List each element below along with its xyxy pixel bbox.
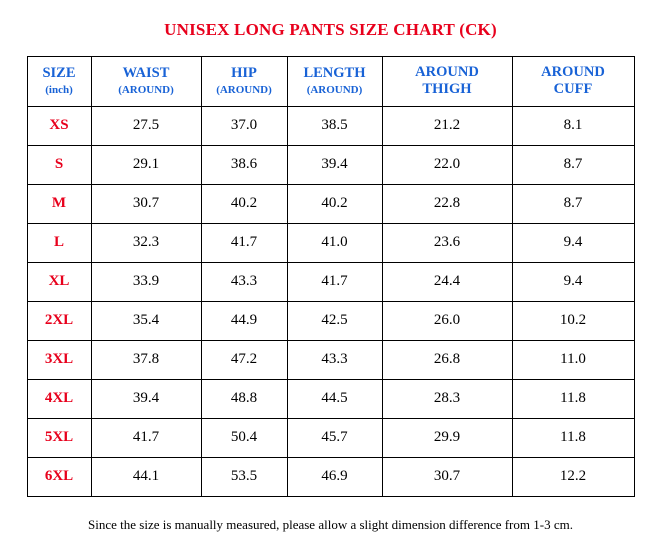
cell-hip: 41.7 (201, 223, 287, 262)
cell-thigh: 29.9 (382, 418, 512, 457)
page-title: UNISEX LONG PANTS SIZE CHART (CK) (164, 20, 497, 39)
cell-length: 45.7 (287, 418, 382, 457)
cell-length: 39.4 (287, 145, 382, 184)
cell-length: 46.9 (287, 457, 382, 496)
table-row (27, 301, 634, 340)
cell-size: 2XL (27, 301, 91, 340)
table-row (27, 262, 634, 301)
column-header-waist (91, 57, 201, 107)
cell-hip: 47.2 (201, 340, 287, 379)
cell-cuff: 8.7 (512, 184, 634, 223)
cell-cuff: 11.0 (512, 340, 634, 379)
cell-length: 38.5 (287, 106, 382, 145)
header-main-cuff: AROUND (541, 64, 605, 80)
table-header (27, 57, 634, 107)
cell-thigh: 21.2 (382, 106, 512, 145)
cell-thigh: 28.3 (382, 379, 512, 418)
table-row (27, 223, 634, 262)
size-chart-table (27, 56, 635, 497)
cell-waist: 44.1 (91, 457, 201, 496)
cell-hip: 37.0 (201, 106, 287, 145)
column-header-around-cuff (512, 57, 634, 107)
cell-size: XS (27, 106, 91, 145)
cell-waist: 37.8 (91, 340, 201, 379)
cell-cuff: 9.4 (512, 223, 634, 262)
cell-size: L (27, 223, 91, 262)
header-main-hip: HIP (231, 65, 257, 82)
column-header-hip (201, 57, 287, 107)
cell-length: 43.3 (287, 340, 382, 379)
cell-thigh: 23.6 (382, 223, 512, 262)
cell-waist: 27.5 (91, 106, 201, 145)
cell-thigh: 26.8 (382, 340, 512, 379)
cell-cuff: 11.8 (512, 379, 634, 418)
cell-size: XL (27, 262, 91, 301)
table-row (27, 379, 634, 418)
column-header-around-thigh (382, 57, 512, 107)
cell-hip: 38.6 (201, 145, 287, 184)
cell-hip: 43.3 (201, 262, 287, 301)
header-main-thigh: AROUND (415, 64, 479, 80)
header-sub-waist: (AROUND) (118, 83, 174, 96)
column-header-size (27, 57, 91, 107)
cell-size: 6XL (27, 457, 91, 496)
cell-thigh: 30.7 (382, 457, 512, 496)
cell-waist: 41.7 (91, 418, 201, 457)
cell-length: 42.5 (287, 301, 382, 340)
cell-length: 41.0 (287, 223, 382, 262)
cell-length: 44.5 (287, 379, 382, 418)
header-sub-hip: (AROUND) (216, 83, 272, 96)
table-row (27, 145, 634, 184)
table-row (27, 457, 634, 496)
header-sub-cuff: CUFF (553, 80, 593, 97)
header-main-waist: WAIST (122, 65, 170, 82)
header-main-size: SIZE (42, 65, 76, 82)
cell-cuff: 12.2 (512, 457, 634, 496)
cell-hip: 40.2 (201, 184, 287, 223)
table-body (27, 106, 634, 496)
cell-waist: 35.4 (91, 301, 201, 340)
table-row (27, 106, 634, 145)
cell-hip: 44.9 (201, 301, 287, 340)
cell-waist: 33.9 (91, 262, 201, 301)
header-row (27, 57, 634, 107)
column-header-length (287, 57, 382, 107)
cell-thigh: 22.8 (382, 184, 512, 223)
cell-cuff: 8.1 (512, 106, 634, 145)
cell-thigh: 26.0 (382, 301, 512, 340)
cell-size: 4XL (27, 379, 91, 418)
cell-waist: 39.4 (91, 379, 201, 418)
cell-size: 5XL (27, 418, 91, 457)
cell-hip: 50.4 (201, 418, 287, 457)
cell-size: M (27, 184, 91, 223)
cell-waist: 29.1 (91, 145, 201, 184)
table-row (27, 184, 634, 223)
cell-thigh: 22.0 (382, 145, 512, 184)
cell-cuff: 9.4 (512, 262, 634, 301)
cell-cuff: 11.8 (512, 418, 634, 457)
measurement-note: Since the size is manually measured, please allow a slight dimension difference from 1-3 cm. (88, 516, 573, 532)
cell-hip: 53.5 (201, 457, 287, 496)
cell-cuff: 10.2 (512, 301, 634, 340)
cell-waist: 30.7 (91, 184, 201, 223)
cell-thigh: 24.4 (382, 262, 512, 301)
cell-size: S (27, 145, 91, 184)
cell-length: 41.7 (287, 262, 382, 301)
cell-length: 40.2 (287, 184, 382, 223)
table-row (27, 418, 634, 457)
header-main-length: LENGTH (303, 65, 366, 82)
cell-waist: 32.3 (91, 223, 201, 262)
header-sub-size: (inch) (45, 83, 73, 96)
cell-size: 3XL (27, 340, 91, 379)
cell-cuff: 8.7 (512, 145, 634, 184)
header-sub-thigh: THIGH (422, 80, 472, 97)
cell-hip: 48.8 (201, 379, 287, 418)
header-sub-length: (AROUND) (306, 83, 363, 96)
table-row (27, 340, 634, 379)
